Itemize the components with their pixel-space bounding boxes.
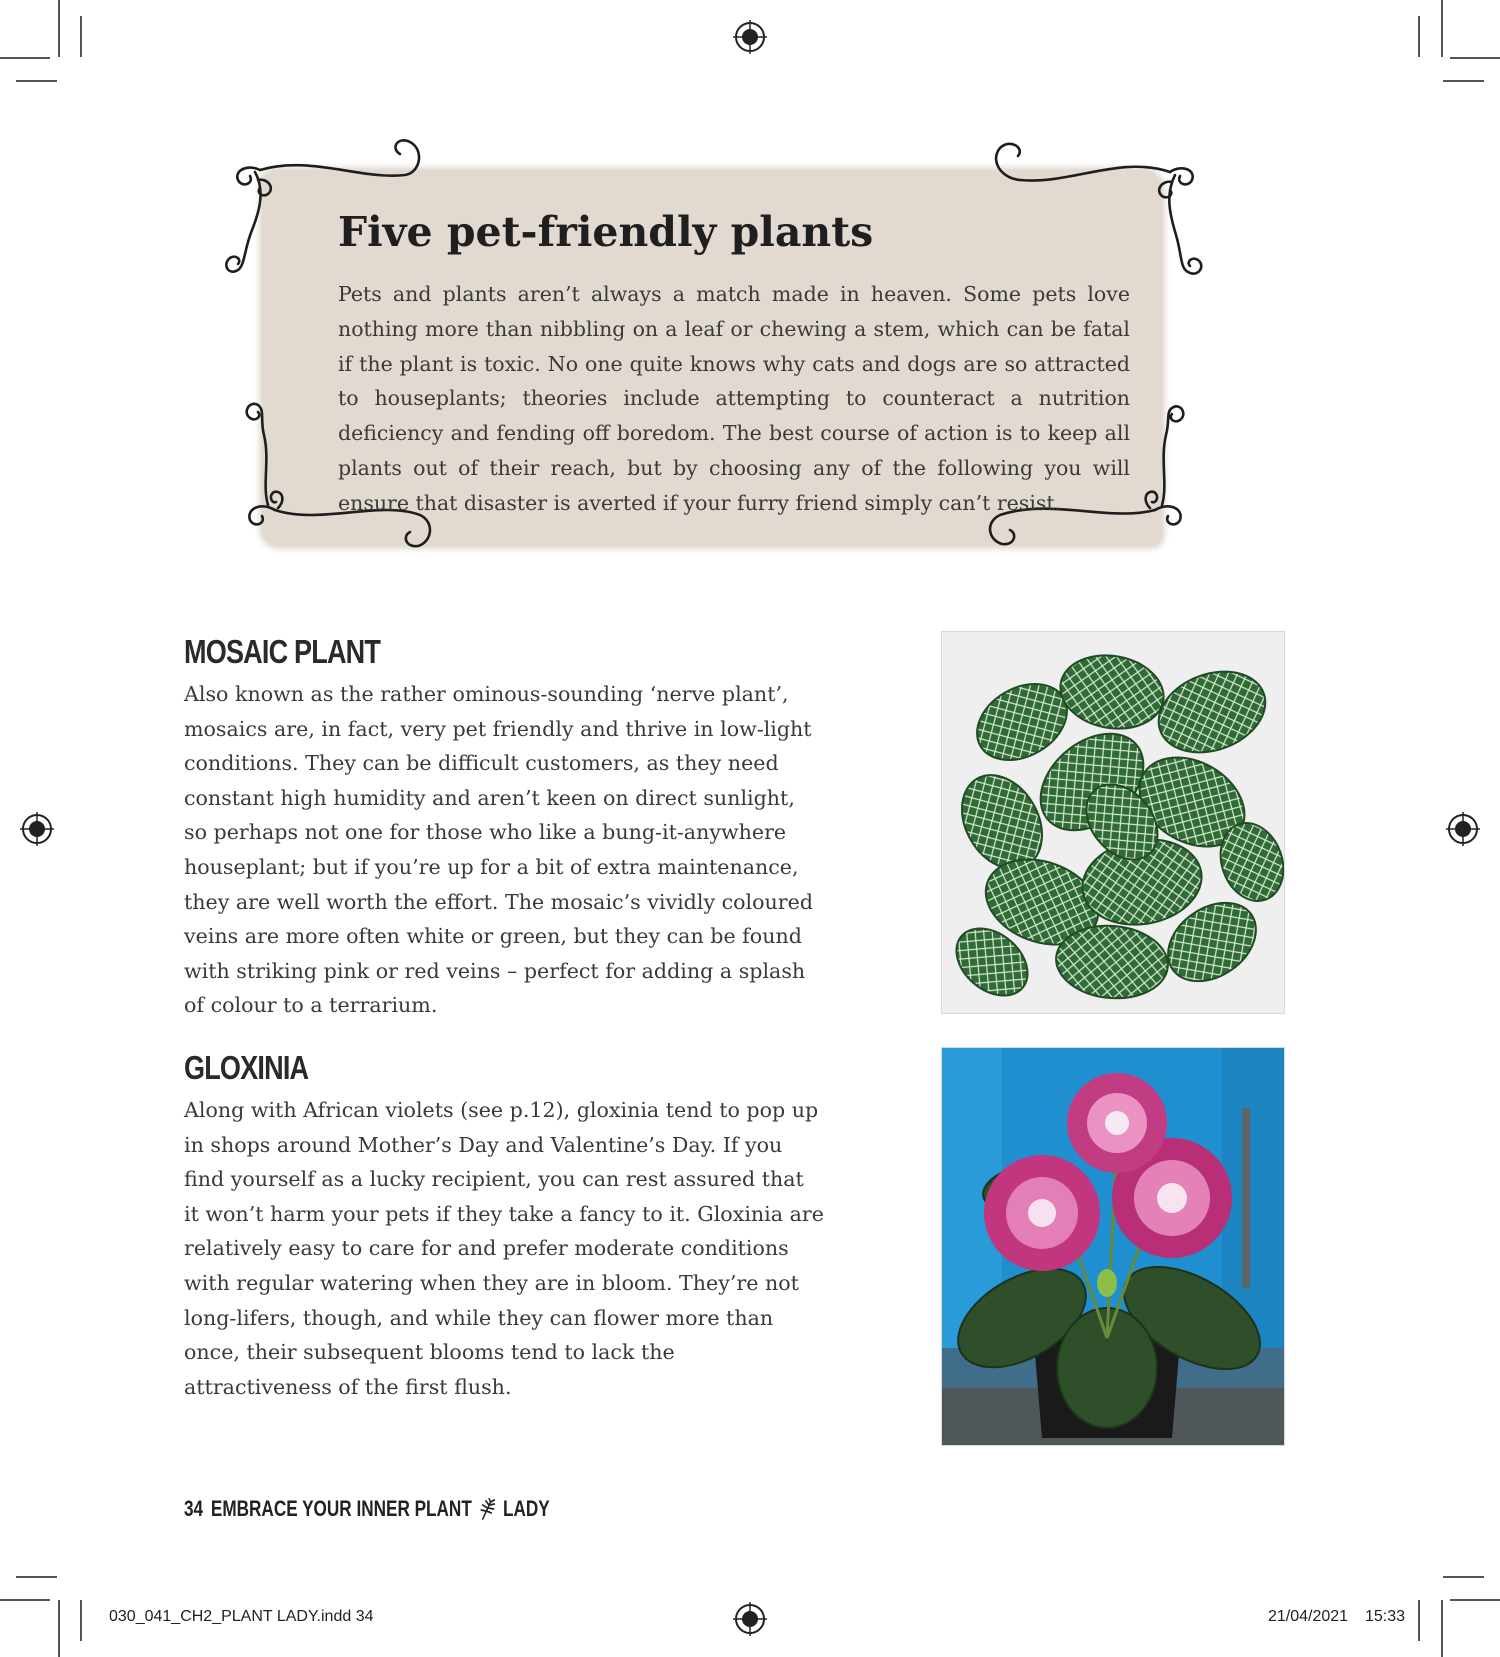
page-number: 34 — [184, 1496, 204, 1521]
book-title: EMBRACE YOUR INNER PLANT — [210, 1496, 472, 1521]
palm-leaf-icon — [480, 1498, 496, 1520]
registration-mark-icon — [20, 812, 54, 846]
registration-mark-icon — [733, 20, 767, 54]
section-heading: MOSAIC PLANT — [184, 633, 381, 670]
feature-box-body: Pets and plants aren’t always a match made in heaven. Some pets love nothing more than nibbling on a leaf or chewing a stem, which can be fatal if the plant is toxic. No one quite knows why cats and dogs are so attracted to houseplants; theories include attempting to counteract a nutrition deficiency and fending off boredom. The best course of action is to keep all plants out of their reach, but by choosing any of the following you will ensure that disaster is averted if your furry friend simply can’t resist. — [338, 282, 1130, 515]
feature-box-title: Five pet-friendly plants — [338, 208, 874, 256]
page-footer — [184, 1496, 550, 1522]
section-body: Also known as the rather ominous-sounding ‘nerve plant’, mosaics are, in fact, very pet friendly and thrive in low-light conditions. They can be difficult customers, as they need constant high humidity and aren’t keen on direct sunlight, so perhaps not one for those who like a bung-it-anywhere houseplant; but if you’re up for a bit of extra maintenance, they are well worth the effort. The mosaic’s vividly coloured veins are more often white or green, but they can be found with striking pink or red veins – perfect for adding a splash of colour to a terrarium. — [184, 682, 814, 1018]
slug-date: 21/04/2021 — [1268, 1608, 1349, 1625]
section-body: Along with African violets (see p.12), gloxinia tend to pop up in shops around Mother’s Day and Valentine’s Day. If you find yourself as a lucky recipient, you can rest assured that it won’t harm your pets if they take a fancy to it. Gloxinia are relatively easy to care for and prefer moderate conditions with regular watering when they are in bloom. They’re not long-lifers, though, and while they can flower more than once, their subsequent blooms tend to lack the attractiveness of the first flush. — [184, 1098, 824, 1399]
registration-mark-icon — [1446, 812, 1480, 846]
section-heading: GLOXINIA — [184, 1049, 309, 1086]
book-title-end: LADY — [503, 1496, 550, 1521]
mosaic-plant-photo — [941, 631, 1285, 1014]
slug-file-name: 030_041_CH2_PLANT LADY.indd 34 — [109, 1608, 374, 1625]
slug-time: 15:33 — [1365, 1608, 1406, 1625]
gloxinia-photo — [941, 1047, 1285, 1446]
registration-mark-icon — [733, 1602, 767, 1636]
